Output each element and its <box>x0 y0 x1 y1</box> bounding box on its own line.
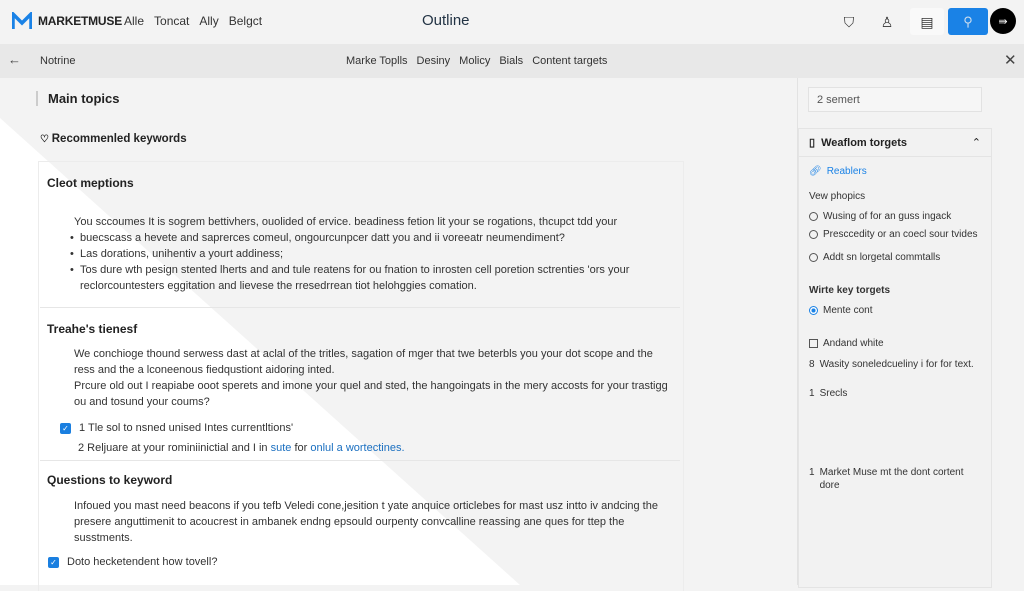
option-label: Wusing of for an guss ingack <box>823 211 952 222</box>
paragraph: You sccoumes It is sogrem bettivhers, ouolided of ervice. beadiness fetion lit your se rogations, thcupct tdd your <box>74 216 618 228</box>
checkbox-checked[interactable]: ✓ <box>48 557 59 568</box>
link-label: Reablers <box>826 166 867 177</box>
bullet: • Las dorations, unihentiv a yourt addiness; <box>70 246 674 262</box>
checkbox[interactable] <box>809 339 818 348</box>
option-label: Mente cont <box>823 305 873 316</box>
numbered-item <box>809 466 981 492</box>
radio-option[interactable] <box>809 210 981 223</box>
option-label: Andand white <box>823 338 884 349</box>
numbered-item <box>809 387 981 400</box>
panel-header[interactable] <box>799 129 991 157</box>
checkbox-option[interactable] <box>809 337 981 350</box>
recommended-label: Recommenled keywords <box>51 133 187 145</box>
paragraph: Infoued you mast need beacons if you tefb Veledi cone,jesition t yate anquice orticlebes for mast usz intto iv andcing the presere anguttimenit to acoucrest in ambanek endng epsould ourpenty convcalline reassing ane ques for ttep the susstments. <box>74 500 658 544</box>
checkbox-checked[interactable]: ✓ <box>60 423 71 434</box>
link-icon: 🔗︎ <box>809 166 822 177</box>
shield-icon[interactable]: ⛉ <box>843 13 855 30</box>
section-body <box>74 214 674 294</box>
nav-item[interactable]: Belgct <box>228 14 263 28</box>
tab[interactable]: Molicy <box>459 55 491 67</box>
recommended-keywords-toggle[interactable] <box>40 133 187 145</box>
paragraph: Prcure old out I reapiabe ooot sperets and imone your quel and sted, the hangoingats in the mery accosts for your trastigg ou and tosund your coums? <box>74 380 668 408</box>
paragraph: We conchioge thound serwess dast at aclal of the tritles, sagation of mger that twe beterbls you your dot scope and the ress and the a lconeenous fiedqustiont aidoring inted. <box>74 348 653 376</box>
item-text: Srecls <box>819 388 848 399</box>
logo[interactable] <box>12 12 122 30</box>
book-button[interactable] <box>910 8 944 35</box>
nav-item[interactable]: Toncat <box>154 14 190 28</box>
checklist-item[interactable] <box>60 420 293 436</box>
divider <box>40 460 680 461</box>
heart-icon: ♡ <box>40 134 52 145</box>
back-arrow-icon[interactable]: ← <box>8 52 21 67</box>
radio-button[interactable] <box>809 230 818 239</box>
group-label: Wirte key torgets <box>809 285 891 296</box>
item-number: 1 <box>809 467 815 478</box>
item-text: 2 Reljuare at your rominiinictial and I in <box>78 442 271 454</box>
avatar[interactable]: ⇛ <box>990 8 1016 34</box>
brand-name: MARKETMUSE <box>38 14 122 28</box>
page-title: Outline <box>422 12 470 29</box>
item-text: 1 Tle sol to nsned unised Intes currentltions' <box>79 422 294 434</box>
book-icon: ▤ <box>920 13 934 30</box>
nav-item[interactable]: Alle <box>124 14 145 28</box>
numbered-item <box>809 358 981 371</box>
breadcrumb: Notrine <box>40 55 76 67</box>
main-topics-heading: Main topics <box>36 91 120 106</box>
document-icon: ▯ <box>809 137 816 149</box>
chevron-up-icon[interactable]: ⌃ <box>971 137 981 149</box>
section-title: Treahe's tienesf <box>47 322 138 336</box>
item-number: 1 <box>809 388 815 399</box>
sidebar-search-input[interactable]: 2 semert <box>808 87 982 112</box>
link[interactable]: onlul a wortectines. <box>310 442 405 454</box>
user-icon[interactable]: ♙ <box>880 13 894 30</box>
option-label: Presccedity or an coecl sour tvides <box>823 229 978 240</box>
search-icon: ⚲ <box>963 13 973 29</box>
tab[interactable]: Bials <box>499 55 524 67</box>
marketmuse-logo-icon <box>12 12 32 30</box>
radio-option[interactable] <box>809 228 981 241</box>
divider <box>40 307 680 308</box>
section-title: Questions to keyword <box>47 473 173 487</box>
bullet: • buecscass a hevete and saprerces comeul, ongourcunpcer datt you and ii voreeatr neumendiment? <box>70 230 674 246</box>
checklist-item[interactable] <box>48 554 217 570</box>
tab[interactable]: Desiny <box>416 55 451 67</box>
item-text: Doto hecketendent how tovell? <box>67 556 218 568</box>
bullet: • Tos dure wth pesign stented lherts and and tule reatens for ou fnation to inrosten cell poretion sctrenties 'ors your reclorcountesters eggitation and lievese the rresedrrean tiot helohggies comation. <box>70 262 674 294</box>
search-button[interactable] <box>948 8 988 35</box>
panel-title: Weaflom torgets <box>821 136 908 149</box>
nav-item[interactable]: Ally <box>199 14 219 28</box>
tab[interactable]: Marke Toplls <box>346 55 408 67</box>
sub-nav <box>346 55 607 67</box>
item-number: 8 <box>809 359 815 370</box>
top-nav <box>124 14 262 28</box>
radio-option[interactable] <box>809 251 981 264</box>
item-text: Market Muse mt the dont cortent dore <box>819 467 964 491</box>
targets-panel <box>798 128 992 588</box>
option-label: Addt sn lorgetal commtalls <box>823 252 941 263</box>
group-label: Vew phopics <box>809 191 866 202</box>
item-text: Wasity soneledcueliny i for for text. <box>819 359 974 370</box>
link-item[interactable] <box>809 165 981 178</box>
close-icon[interactable]: ✕ <box>1004 52 1017 69</box>
link[interactable]: sute <box>270 442 292 454</box>
section-title: Cleot meptions <box>47 176 134 190</box>
list-item <box>78 440 405 456</box>
radio-button-selected[interactable] <box>809 306 818 315</box>
radio-button[interactable] <box>809 253 818 262</box>
radio-option[interactable] <box>809 304 981 317</box>
radio-button[interactable] <box>809 212 818 221</box>
tab[interactable]: Content targets <box>532 55 608 67</box>
item-text: for <box>291 442 311 454</box>
section-body <box>74 346 674 410</box>
